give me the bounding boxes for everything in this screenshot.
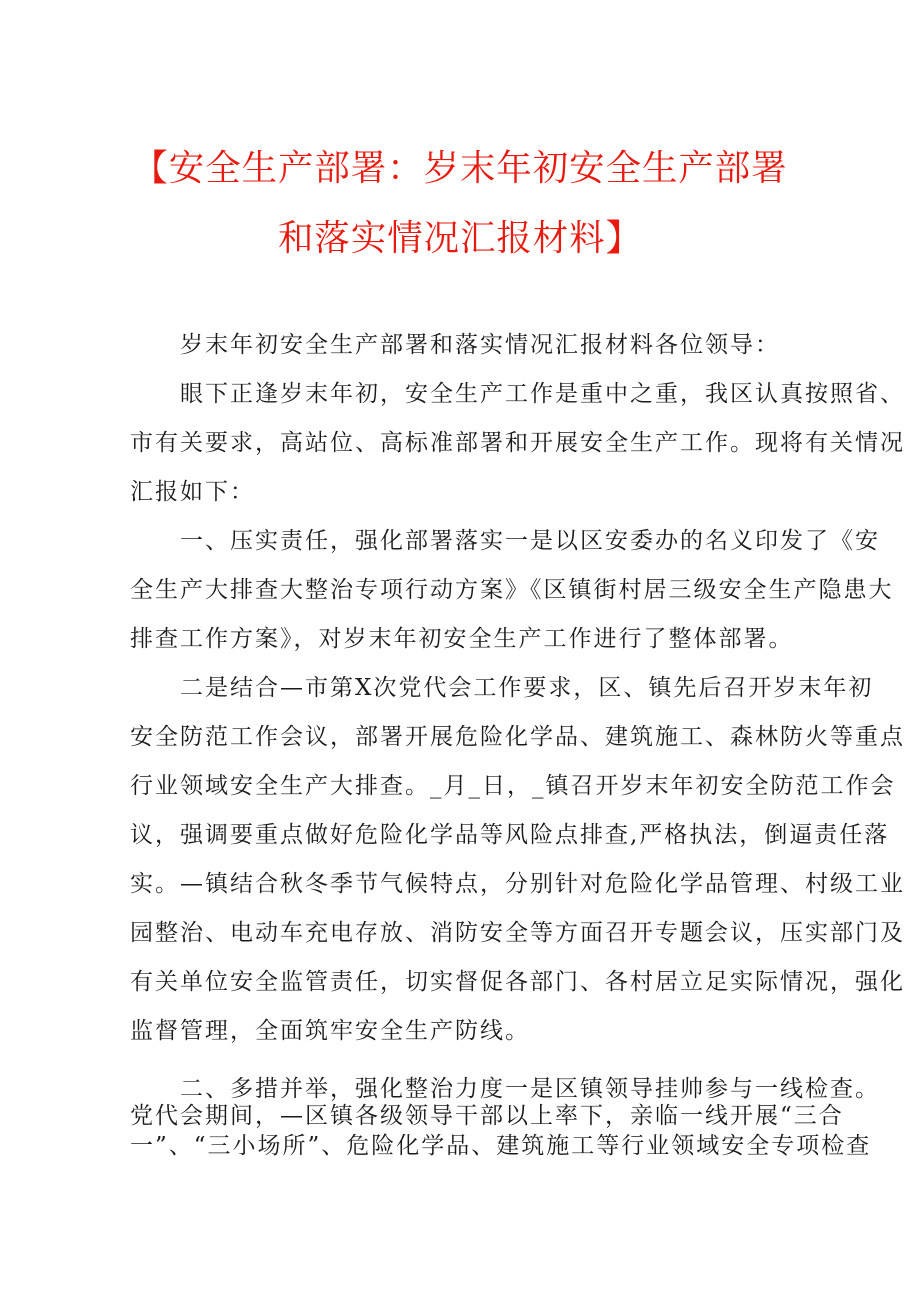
body-line: 汇报如下： bbox=[130, 479, 255, 505]
body-line: 监督管理，全面筑牢安全生产防线。 bbox=[130, 1018, 530, 1044]
body-line: 市有关要求，高站位、高标准部署和开展安全生产工作。现将有关情况 bbox=[130, 430, 905, 456]
body-line: 党代会期间，—区镇各级领导干部以上率下，亲临一线开展“三合 bbox=[130, 1103, 844, 1129]
body-line: 排查工作方案》，对岁末年初安全生产工作进行了整体部署。 bbox=[130, 626, 794, 652]
document-title-line-2: 和落实情况汇报材料】 bbox=[278, 218, 642, 259]
body-line: 一、压实责任，强化部署落实一是以区安委办的名义印发了《安 bbox=[180, 528, 880, 554]
body-line: 二、多措并举，强化整治力度一是区镇领导挂帅参与一线检查。 bbox=[180, 1076, 880, 1102]
body-line: 园整治、电动车充电存放、消防安全等方面召开专题会议，压实部门及 bbox=[130, 920, 905, 946]
document-title-line-1: 【安全生产部署：岁末年初安全生产部署 bbox=[132, 148, 788, 189]
body-line: 二是结合—市第X次党代会工作要求，区、镇先后召开岁末年初 bbox=[180, 675, 874, 701]
body-line: 行业领域安全生产大排查。_月_日，_镇召开岁末年初安全防范工作会 bbox=[130, 773, 896, 799]
body-line: 实。—镇结合秋冬季节气候特点，分别针对危险化学品管理、村级工业 bbox=[130, 871, 905, 897]
body-line: 一”、“三小场所”、危险化学品、建筑施工等行业领域安全专项检查 bbox=[130, 1133, 872, 1159]
salutation-line: 岁末年初安全生产部署和落实情况汇报材料各位领导： bbox=[180, 332, 780, 358]
body-line: 有关单位安全监管责任，切实督促各部门、各村居立足实际情况，强化 bbox=[130, 969, 905, 995]
body-line: 议，强调要重点做好危险化学品等风险点排查,严格执法，倒逼责任落 bbox=[130, 822, 890, 848]
body-line: 全生产大排查大整治专项行动方案》《区镇街村居三级安全生产隐患大 bbox=[130, 577, 894, 603]
body-line: 安全防范工作会议，部署开展危险化学品、建筑施工、森林防火等重点 bbox=[130, 724, 905, 750]
body-line: 眼下正逢岁末年初，安全生产工作是重中之重，我区认真按照省、 bbox=[180, 381, 905, 407]
